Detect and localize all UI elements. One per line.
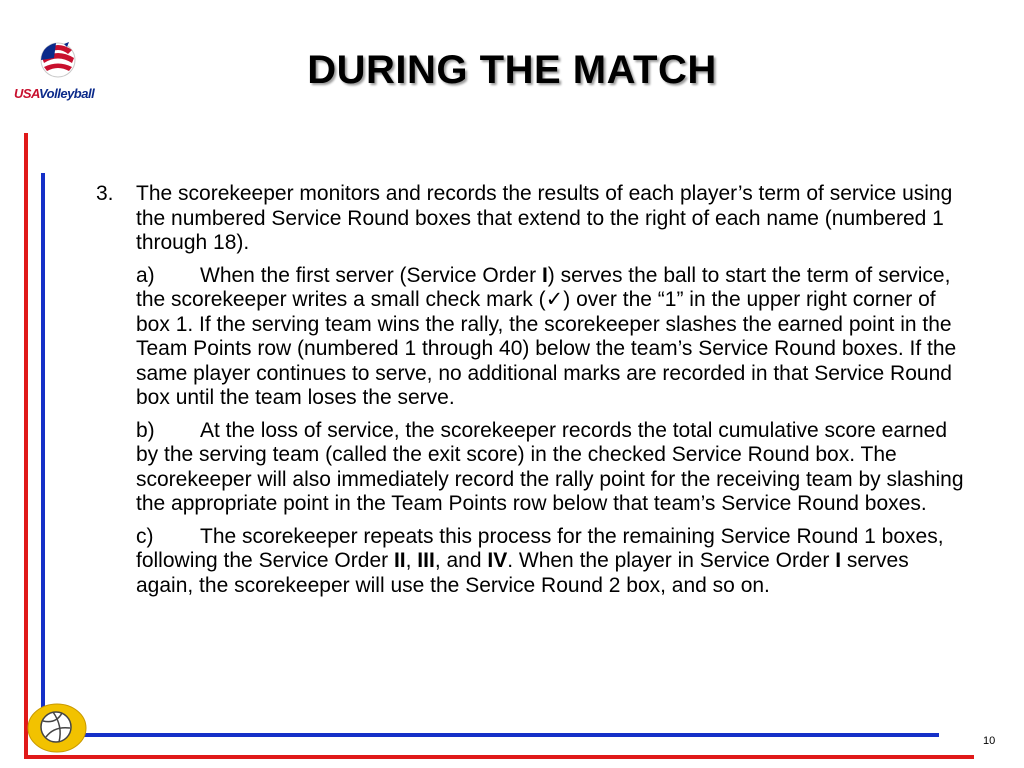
sub-c-bold-2: III (417, 549, 435, 572)
item-text: The scorekeeper monitors and records the results of each player’s term of service using the numbered Service Round boxes that extend to the right of each name (numbered 1 through 18). (136, 182, 953, 254)
sub-c-text-5: serves again, the scorekeeper will use the Service Round 2 box, and so on. (136, 549, 909, 597)
logo-brand-suffix: Volleyball (38, 86, 95, 101)
sub-item-a (136, 264, 966, 411)
page-number: 10 (983, 735, 996, 747)
sub-item-label: a) (136, 263, 155, 287)
sub-c-bold-3: IV (487, 549, 508, 572)
red-vertical-rule (24, 133, 28, 759)
sub-a-text-1: When the first server (Service Order (200, 263, 542, 287)
volleyball-badge-icon (26, 702, 88, 754)
sub-c-text-4: . When the player in Service Order (507, 549, 836, 572)
sub-c-bold-4: I (835, 549, 842, 572)
item-number: 3. (96, 182, 114, 205)
sub-a-text-2: ) serves the ball to start the term of service, the scorekeeper writes a small check mark ( (136, 263, 951, 311)
sub-c-bold-1: II (393, 549, 406, 572)
blue-vertical-rule (41, 173, 45, 733)
sub-item-label: c) (136, 524, 154, 548)
blue-horizontal-rule (41, 733, 939, 737)
red-horizontal-rule (24, 755, 974, 759)
slide-title: DURING THE MATCH (307, 48, 717, 92)
slide-body (96, 182, 966, 598)
sub-c-text-3: , and (434, 549, 488, 572)
sub-item-b (136, 419, 966, 517)
list-item-3 (96, 182, 966, 256)
sub-a-text-3: ) over the “1” in the upper right corner of box 1. If the serving team wins the rally, the scorekeeper slashes the earned point in the Team Points row (numbered 1 through 40) below the team’s Service Round boxes. If the same player continues to serve, no additional marks are recorded in that Service Round box until the team loses the serve. (136, 288, 957, 409)
sub-a-bold-1: I (541, 263, 548, 287)
logo-brand-prefix: USA (14, 86, 39, 101)
sub-item-label: b) (136, 418, 155, 442)
check-mark-icon: ✓ (545, 288, 564, 311)
sub-item-c (136, 525, 966, 599)
sub-c-text-1: The scorekeeper repeats this process for the remaining Service Round 1 boxes, following the Service Order (136, 524, 944, 572)
sub-b-text: At the loss of service, the scorekeeper records the total cumulative score earned by the serving team (called the exit score) in the checked Service Round box. The scorekeeper will also immediately record the rally point for the receiving team by slashing the appropriate point in the Team Points row below that team’s Service Round boxes. (136, 418, 964, 515)
sub-c-text-2: , (405, 549, 418, 572)
